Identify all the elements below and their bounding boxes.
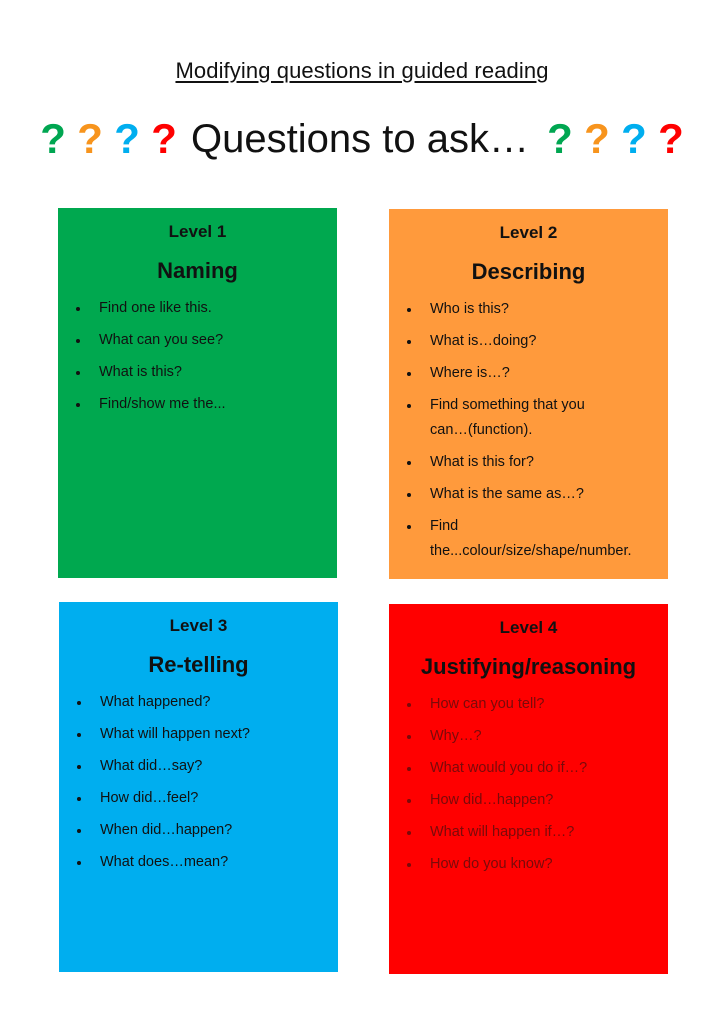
- question-list: [72, 296, 323, 417]
- question-mark-icon: ?: [77, 115, 103, 162]
- list-item: What would you do if…?: [403, 756, 654, 781]
- list-item: What is this for?: [403, 450, 654, 475]
- card-level-label: Level 3: [169, 616, 228, 635]
- question-mark-icon: ?: [114, 115, 140, 162]
- list-item: When did…happen?: [73, 818, 324, 843]
- list-item: Find something that you can…(function).: [403, 393, 654, 443]
- list-item: Why…?: [403, 724, 654, 749]
- card-level-4: [389, 604, 668, 974]
- list-item: Find one like this.: [72, 296, 323, 321]
- list-item: What is this?: [72, 360, 323, 385]
- card-level-1: [58, 208, 337, 578]
- card-level-label: Level 4: [499, 618, 558, 637]
- question-list: [403, 692, 654, 877]
- question-mark-icon: ?: [658, 115, 684, 162]
- list-item: Where is…?: [403, 361, 654, 386]
- headline-text: Questions to ask…: [191, 117, 529, 161]
- card-title: Naming: [157, 258, 238, 283]
- list-item: How can you tell?: [403, 692, 654, 717]
- list-item: What will happen next?: [73, 722, 324, 747]
- list-item: Who is this?: [403, 297, 654, 322]
- question-mark-icon: ?: [584, 115, 610, 162]
- question-list: [403, 297, 654, 564]
- card-level-2: [389, 209, 668, 579]
- card-level-label: Level 2: [499, 223, 558, 242]
- list-item: What did…say?: [73, 754, 324, 779]
- list-item: What is the same as…?: [403, 482, 654, 507]
- list-item: Find the...colour/size/shape/number.: [403, 514, 654, 564]
- list-item: Find/show me the...: [72, 392, 323, 417]
- list-item: How do you know?: [403, 852, 654, 877]
- question-mark-icon: ?: [40, 115, 66, 162]
- list-item: What is…doing?: [403, 329, 654, 354]
- headline: [0, 115, 724, 162]
- card-level-3: [59, 602, 338, 972]
- question-mark-icon: ?: [547, 115, 573, 162]
- list-item: What happened?: [73, 690, 324, 715]
- card-title: Describing: [471, 259, 586, 284]
- list-item: What will happen if…?: [403, 820, 654, 845]
- question-mark-icon: ?: [151, 115, 177, 162]
- card-title: Justifying/reasoning: [420, 654, 637, 679]
- list-item: How did…happen?: [403, 788, 654, 813]
- list-item: What can you see?: [72, 328, 323, 353]
- page-title: Modifying questions in guided reading: [175, 58, 549, 83]
- list-item: How did…feel?: [73, 786, 324, 811]
- list-item: What does…mean?: [73, 850, 324, 875]
- question-mark-icon: ?: [621, 115, 647, 162]
- card-title: Re-telling: [148, 652, 249, 677]
- question-list: [73, 690, 324, 875]
- card-level-label: Level 1: [168, 222, 227, 241]
